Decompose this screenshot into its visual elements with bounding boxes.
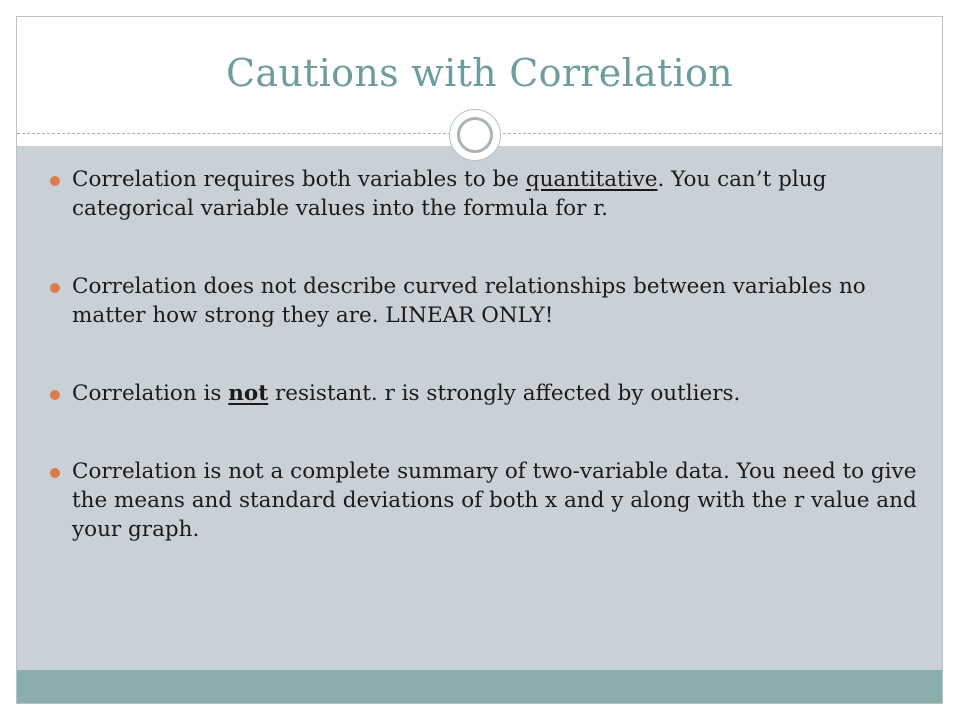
double-ring-icon — [449, 109, 501, 161]
bullet-icon — [50, 468, 60, 478]
bullet-1-before: Correlation requires both variables to be — [72, 167, 526, 192]
bullet-3-after: resistant. r is strongly affected by outliers. — [268, 381, 741, 406]
bullet-icon — [50, 283, 60, 293]
bullet-item-quantitative — [50, 165, 920, 223]
bullet-list — [50, 165, 920, 544]
bullet-3-emphasis: not — [228, 381, 269, 406]
bullet-item-linear — [50, 272, 920, 330]
bullet-icon — [50, 176, 60, 186]
bullet-item-summary — [50, 457, 920, 544]
bullet-icon — [50, 390, 60, 400]
ornament-inner-ring — [457, 117, 493, 153]
bullet-3-before: Correlation is — [72, 381, 229, 406]
footer-band — [17, 670, 942, 703]
bullet-item-resistant — [50, 379, 920, 408]
bullet-4-text: Correlation is not a complete summary of two-variable data. You need to give the means and standard deviations of both x and y along with the r value and your graph. — [72, 459, 917, 542]
bullet-2-text: Correlation does not describe curved relationships between variables no matter how strong they are. LINEAR ONLY! — [72, 274, 866, 328]
slide-title: Cautions with Correlation — [226, 51, 733, 95]
bullet-1-emphasis: quantitative — [525, 167, 658, 192]
bullet-1-after: . You can’t plug categorical variable values into the formula for r. — [72, 167, 827, 221]
